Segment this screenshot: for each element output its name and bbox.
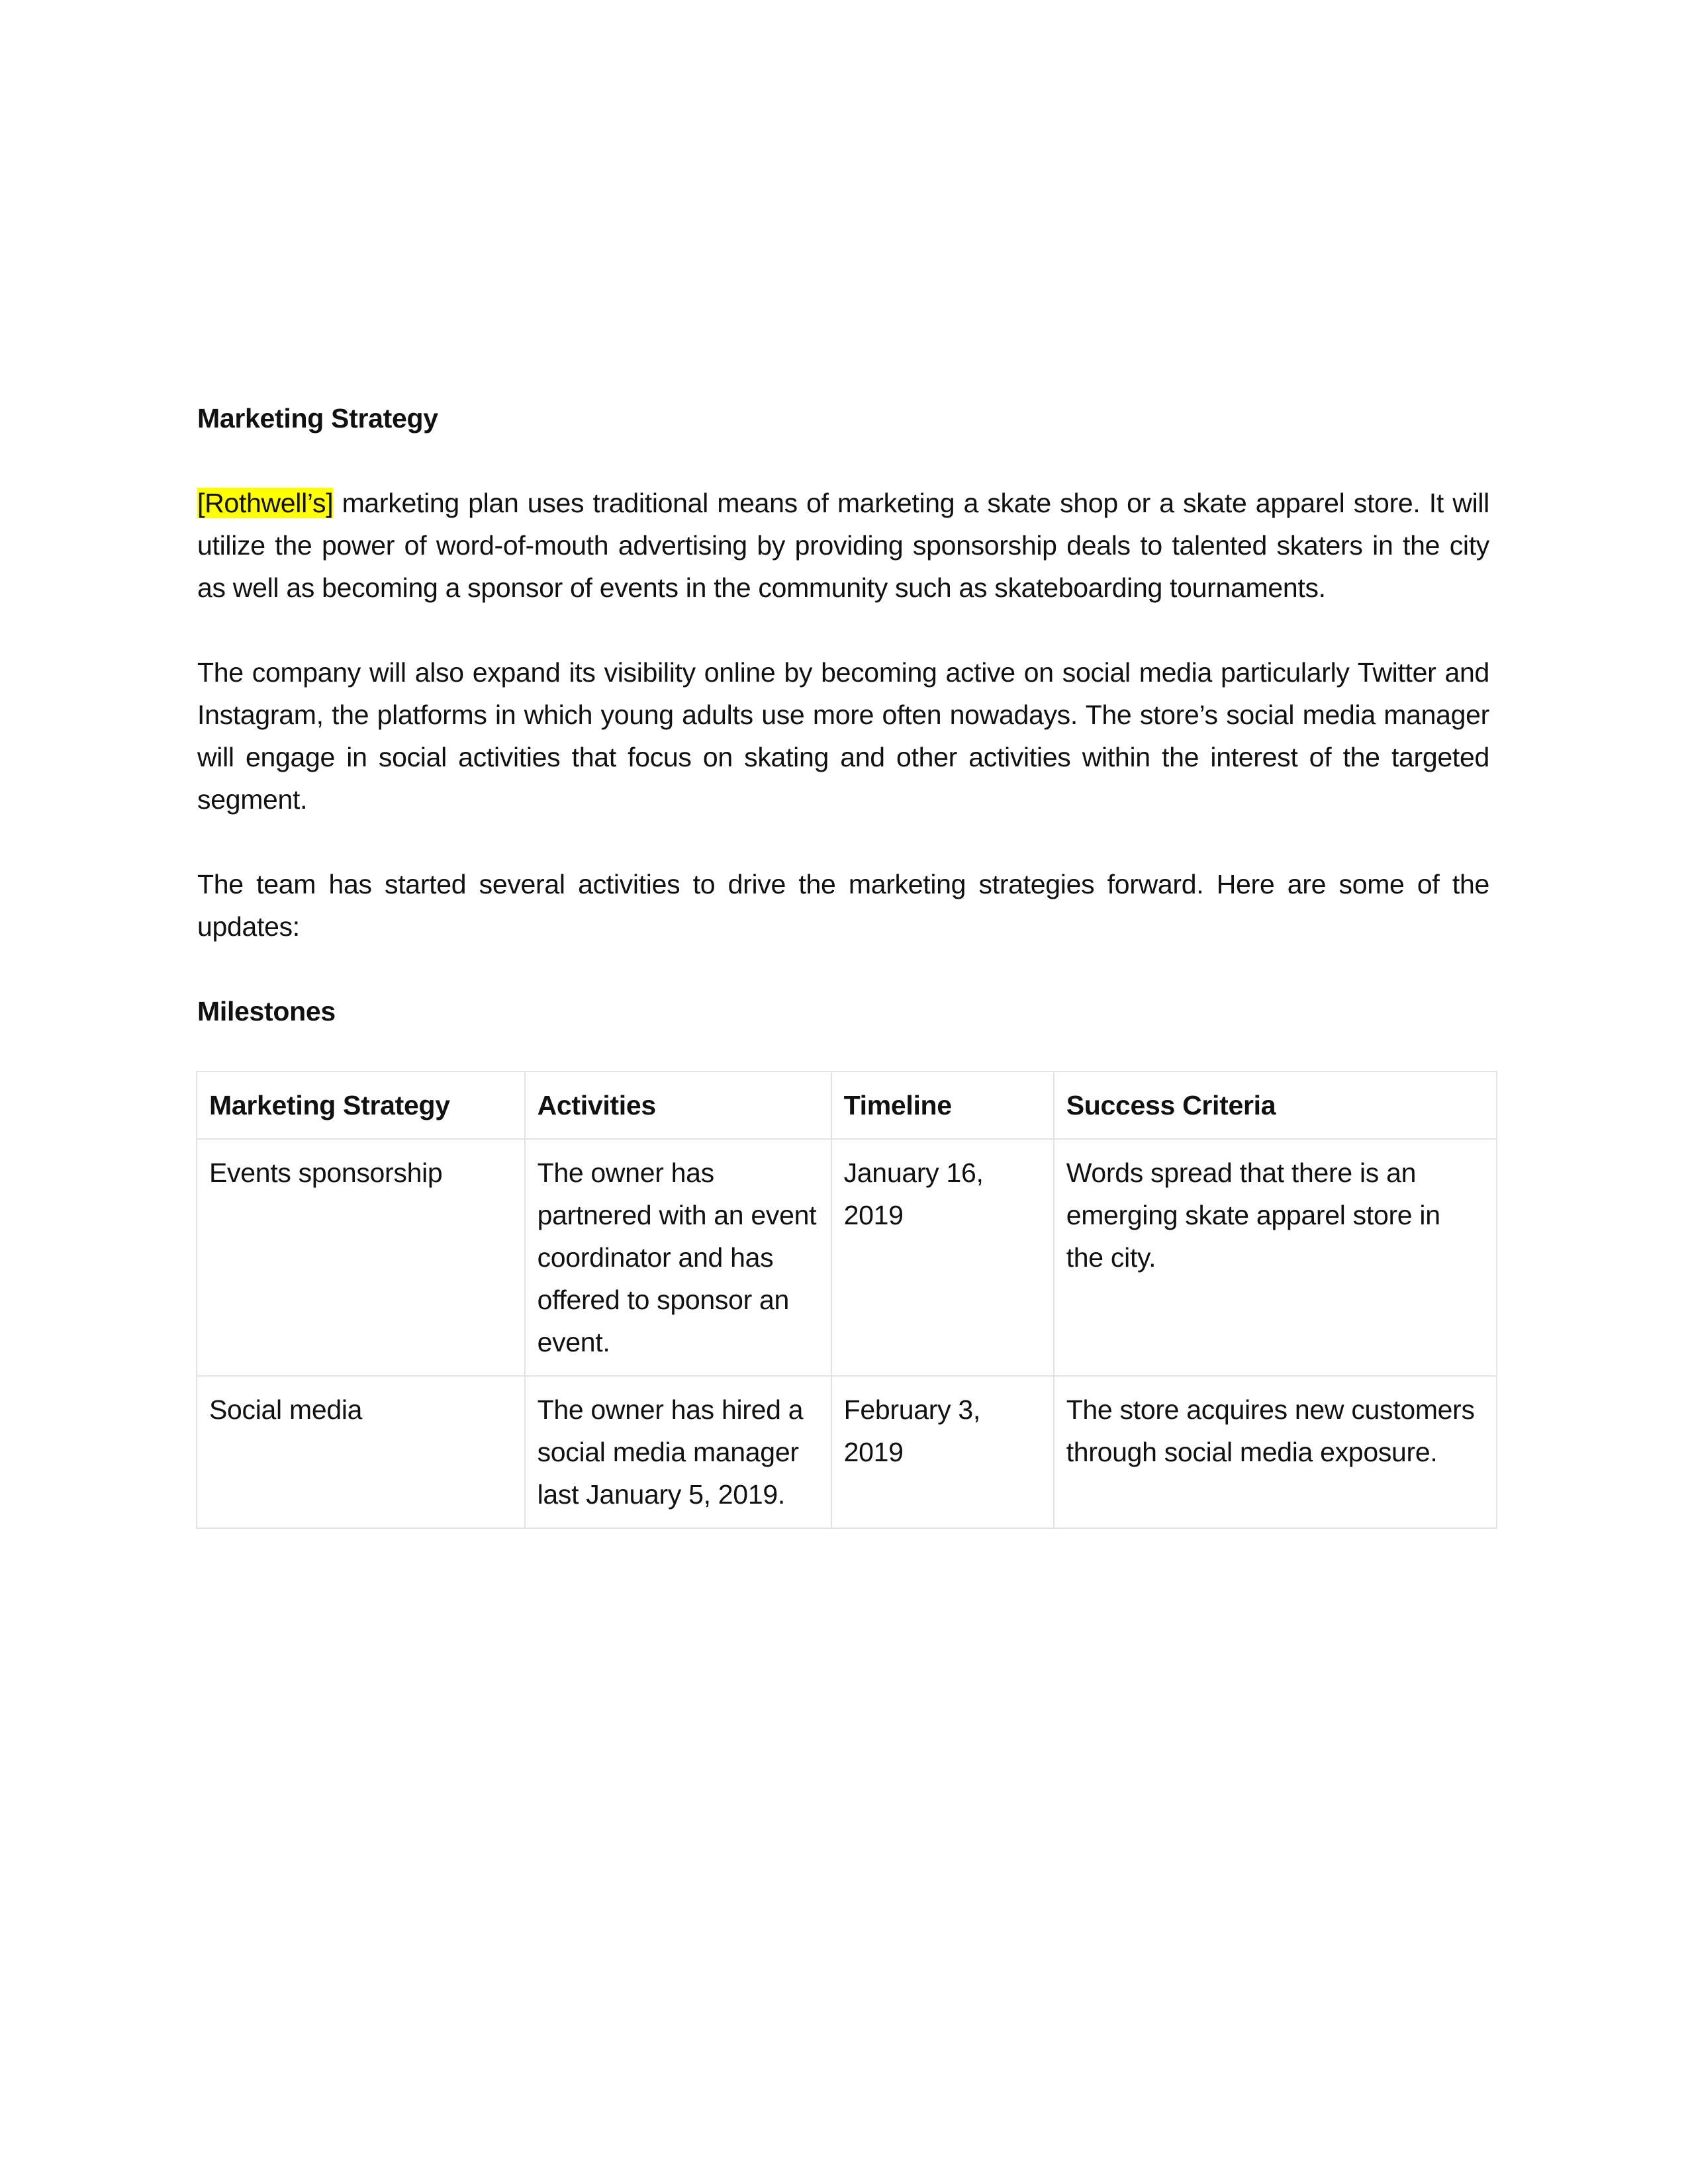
cell-timeline: January 16, 2019 bbox=[831, 1139, 1054, 1376]
section-title: Marketing Strategy bbox=[197, 403, 438, 433]
milestones-title: Milestones bbox=[197, 996, 336, 1026]
cell-success-criteria: Words spread that there is an emerging skate apparel store in the city. bbox=[1054, 1139, 1497, 1376]
cell-strategy: Events sponsorship bbox=[197, 1139, 525, 1376]
table-header-row bbox=[197, 1071, 1497, 1139]
paragraph-intro bbox=[197, 482, 1489, 609]
column-header-marketing-strategy: Marketing Strategy bbox=[197, 1071, 525, 1139]
cell-success-criteria: The store acquires new customers through social media exposure. bbox=[1054, 1376, 1497, 1528]
highlighted-company-name: [Rothwell’s] bbox=[197, 488, 334, 518]
milestones-table bbox=[196, 1071, 1497, 1529]
table-row bbox=[197, 1139, 1497, 1376]
table-row bbox=[197, 1376, 1497, 1528]
paragraph-updates: The team has started several activities to drive the marketing strategies forward. Here are some of the updates: bbox=[197, 869, 1489, 942]
cell-activities: The owner has hired a social media manager last January 5, 2019. bbox=[525, 1376, 831, 1528]
column-header-timeline: Timeline bbox=[831, 1071, 1054, 1139]
cell-activities: The owner has partnered with an event coordinator and has offered to sponsor an event. bbox=[525, 1139, 831, 1376]
paragraph-social-media: The company will also expand its visibility online by becoming active on social media particularly Twitter and Instagram, the platforms in which young adults use more often nowadays. The store’s social media manager will engage in social activities that focus on skating and other activities within the interest of the targeted segment. bbox=[197, 657, 1489, 815]
column-header-activities: Activities bbox=[525, 1071, 831, 1139]
paragraph-intro-text: marketing plan uses traditional means of marketing a skate shop or a skate apparel store. It will utilize the power of word-of-mouth advertising by providing sponsorship deals to talented skaters in the city as well as becoming a sponsor of events in the community such as skateboarding tournaments. bbox=[197, 488, 1489, 603]
cell-timeline: February 3, 2019 bbox=[831, 1376, 1054, 1528]
cell-strategy: Social media bbox=[197, 1376, 525, 1528]
column-header-success-criteria: Success Criteria bbox=[1054, 1071, 1497, 1139]
document-page bbox=[197, 397, 1489, 1529]
